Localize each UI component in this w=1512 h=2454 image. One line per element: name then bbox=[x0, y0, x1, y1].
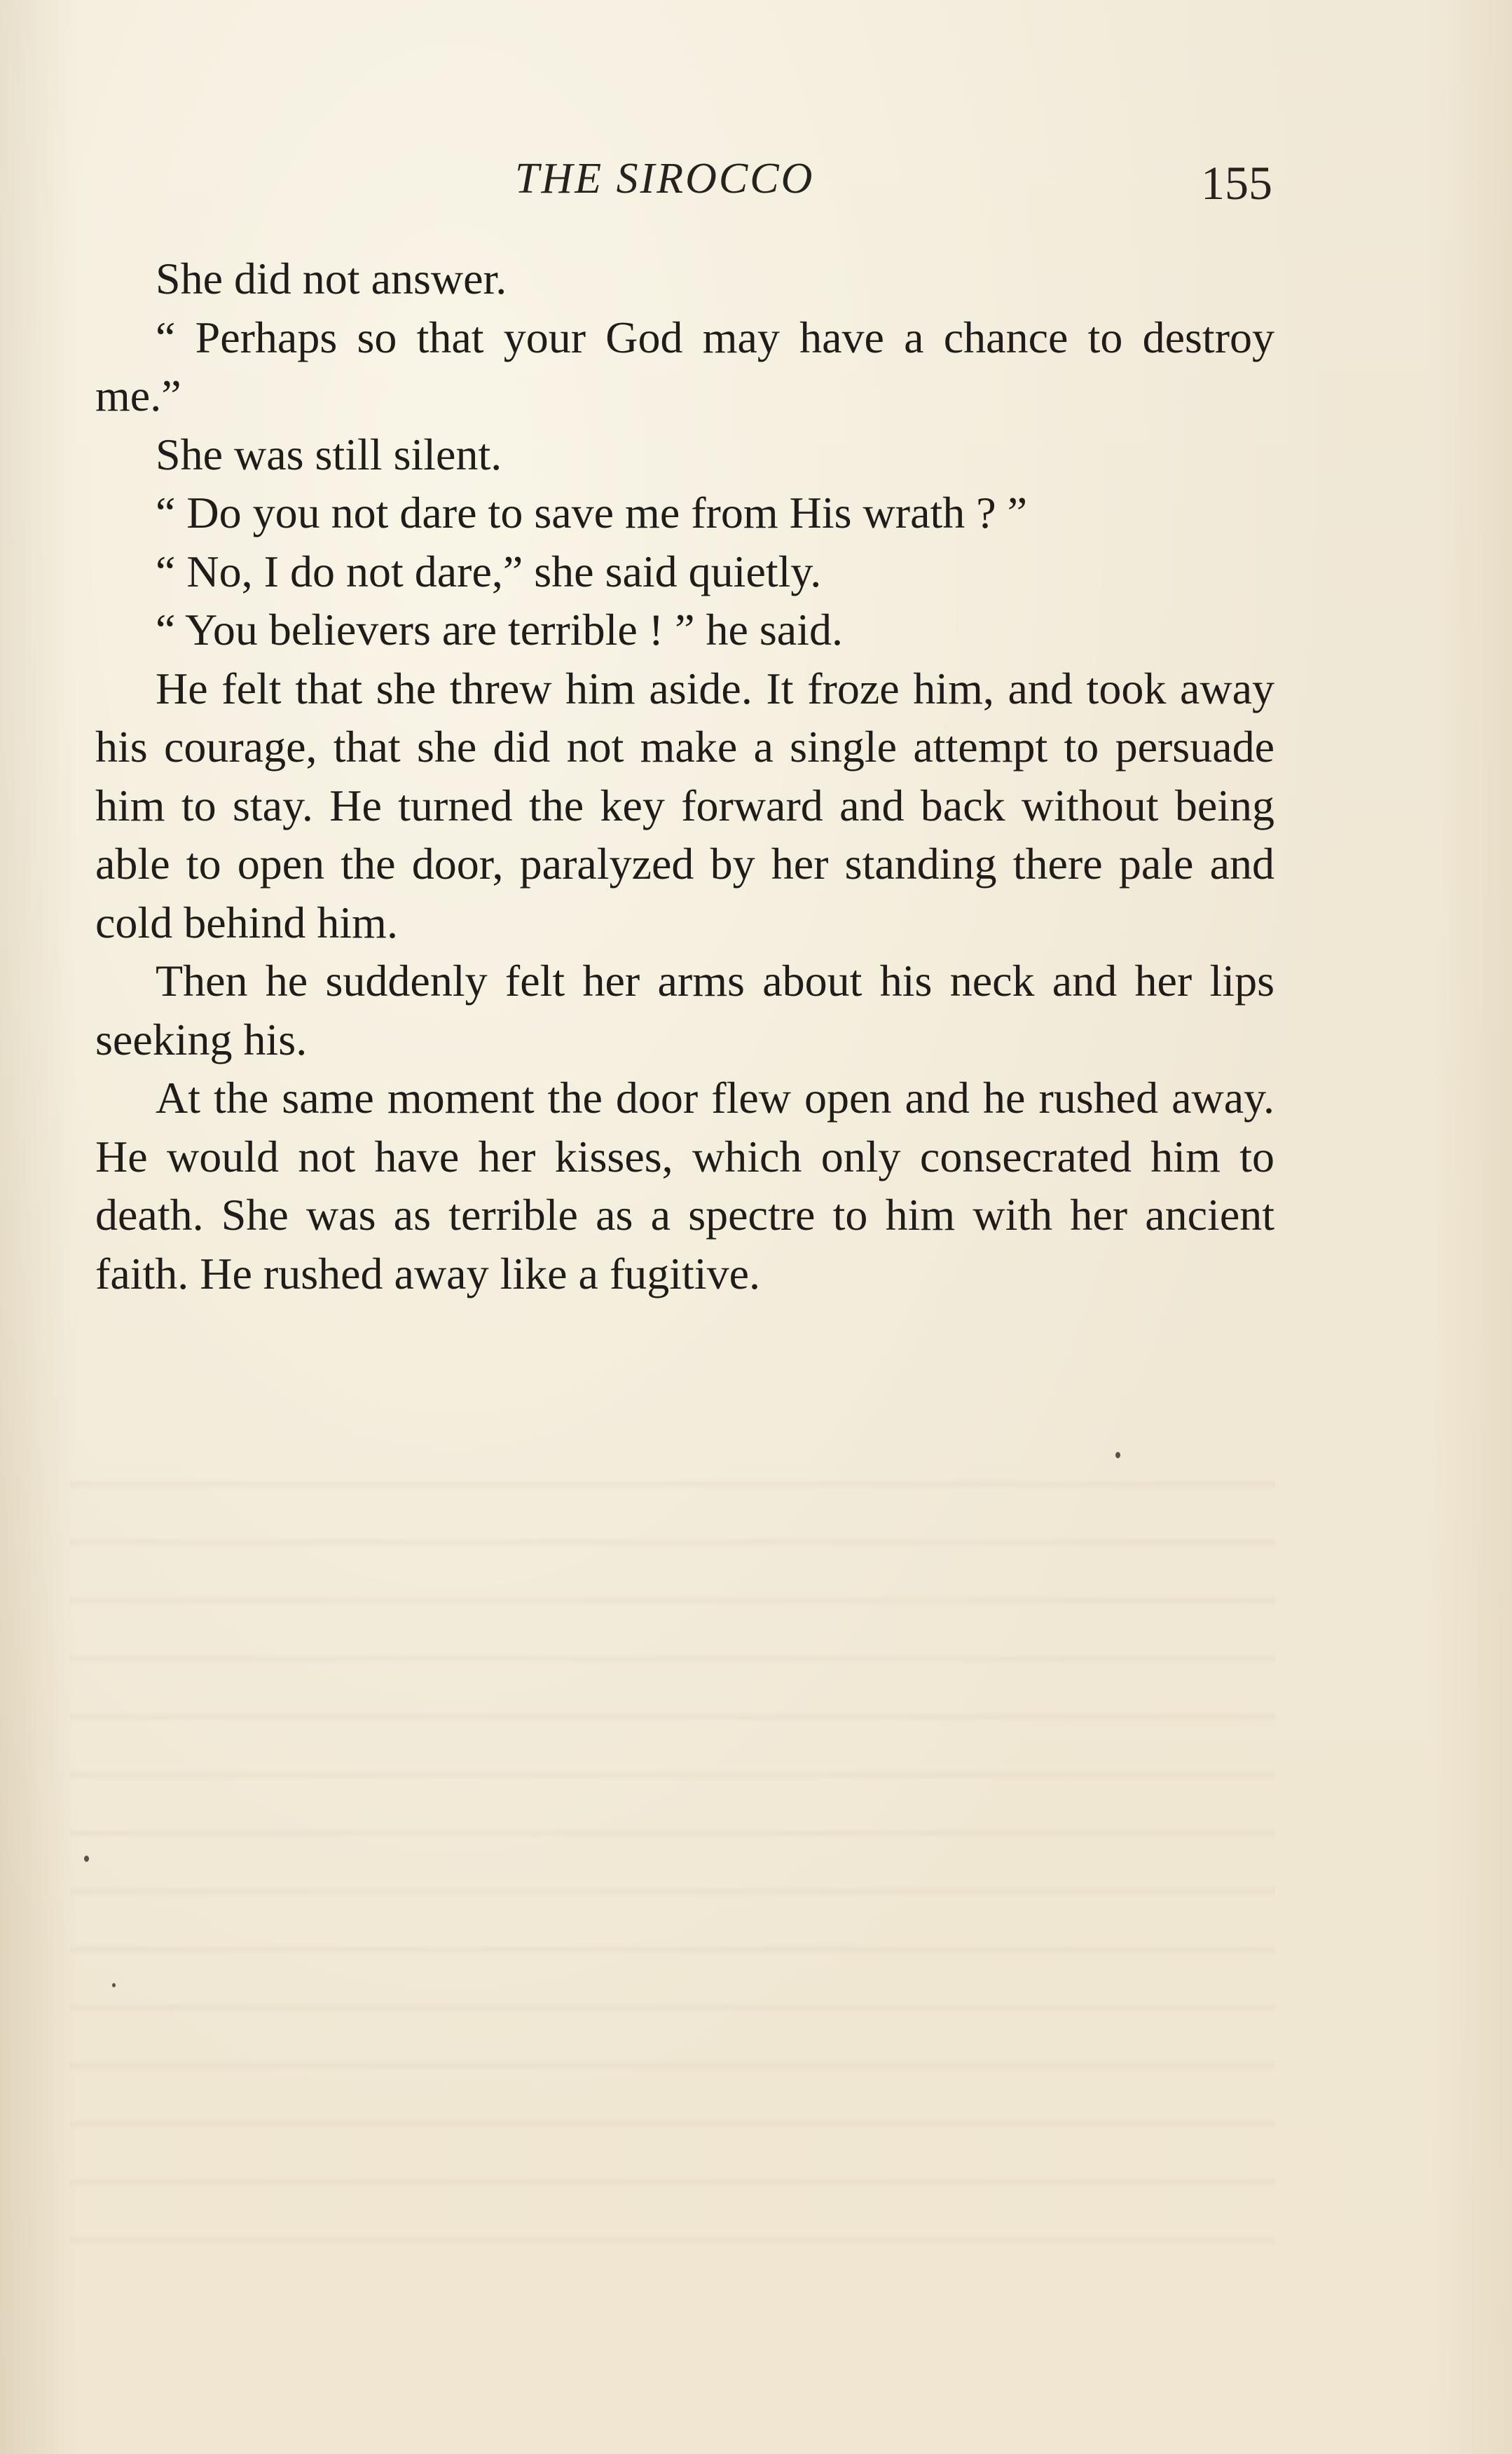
ink-speck bbox=[1115, 1452, 1120, 1458]
ink-speck bbox=[112, 1983, 116, 1987]
ink-speck bbox=[84, 1856, 89, 1862]
paragraph: At the same moment the door flew open and he rushed away. He would not have her kisses, which only consecrated him to death. She was as terrible as a spectre to him with her ancient faith. He rushed away like a fugitive. bbox=[95, 1073, 1274, 1298]
body-text bbox=[95, 249, 1274, 1303]
paragraph: “ You believers are terrible ! ” he said. bbox=[156, 605, 843, 654]
paragraph: “ Perhaps so that your God may have a chance to destroy me.” bbox=[95, 312, 1274, 420]
paragraph: He felt that she threw him aside. It froze him, and took away his courage, that she did not make a single attempt to persuade him to stay. He turned the key forward and back without being able to open the door, paralyzed by her standing there pale and cold behind him. bbox=[95, 663, 1274, 947]
paragraph: “ No, I do not dare,” she said quietly. bbox=[156, 546, 822, 596]
show-through-text bbox=[70, 1458, 1275, 2263]
paragraph: She was still silent. bbox=[156, 429, 502, 479]
paragraph: “ Do you not dare to save me from His wrath ? ” bbox=[156, 488, 1028, 537]
paragraph: Then he suddenly felt her arms about his neck and her lips seeking his. bbox=[95, 956, 1274, 1064]
running-title: THE SIROCCO bbox=[515, 155, 815, 203]
page-number: 155 bbox=[1201, 156, 1272, 210]
paragraph: She did not answer. bbox=[156, 254, 507, 303]
